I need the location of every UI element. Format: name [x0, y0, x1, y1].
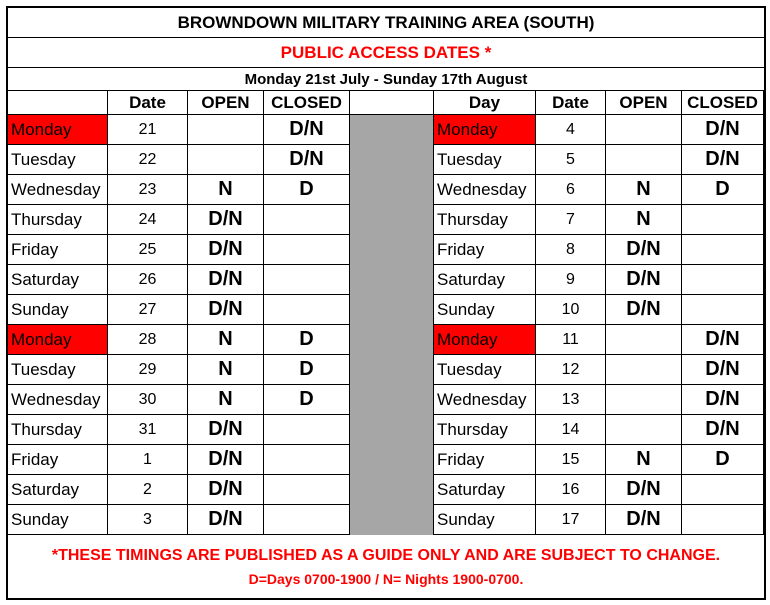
right-row-closed-cell: D/N [682, 115, 764, 145]
left-row-day-cell: Saturday [8, 475, 108, 505]
left-row-date-cell: 22 [108, 145, 188, 175]
left-row-closed-cell [264, 265, 350, 295]
right-row-closed-cell [682, 295, 764, 325]
left-row-date-cell: 31 [108, 415, 188, 445]
left-row-closed-cell [264, 445, 350, 475]
right-row-open-cell: D/N [606, 505, 682, 535]
left-row-date-cell: 30 [108, 385, 188, 415]
left-row-closed-cell [264, 475, 350, 505]
left-row-closed-cell [264, 415, 350, 445]
left-row-open-cell: D/N [188, 505, 264, 535]
left-row-closed-cell [264, 505, 350, 535]
footer-notes [8, 535, 764, 598]
left-header-day [8, 91, 108, 115]
right-row-day-cell: Monday [434, 115, 536, 145]
right-row-closed-cell [682, 235, 764, 265]
left-row-day-cell: Monday [8, 325, 108, 355]
right-row-day-cell: Tuesday [434, 355, 536, 385]
right-row-day-cell: Thursday [434, 205, 536, 235]
right-row-closed-cell: D/N [682, 325, 764, 355]
left-row-open-cell: D/N [188, 415, 264, 445]
right-row-date-cell: 15 [536, 445, 606, 475]
left-row-open-cell: D/N [188, 295, 264, 325]
left-row-date-cell: 21 [108, 115, 188, 145]
left-row-closed-cell: D [264, 355, 350, 385]
right-row-day-cell: Friday [434, 445, 536, 475]
right-row-date-cell: 6 [536, 175, 606, 205]
right-row-date-cell: 16 [536, 475, 606, 505]
right-row-closed-cell: D/N [682, 385, 764, 415]
left-row-open-cell: D/N [188, 205, 264, 235]
left-row-date-cell: 24 [108, 205, 188, 235]
left-row-open-cell: D/N [188, 235, 264, 265]
left-header-open: OPEN [188, 91, 264, 115]
right-header-open: OPEN [606, 91, 682, 115]
right-row-open-cell [606, 115, 682, 145]
left-row-day-cell: Wednesday [8, 175, 108, 205]
left-header-closed: CLOSED [264, 91, 350, 115]
right-row-open-cell: D/N [606, 295, 682, 325]
legend-text: D=Days 0700-1900 / N= Nights 1900-0700. [248, 570, 524, 587]
left-row-day-cell: Thursday [8, 205, 108, 235]
left-row-open-cell: N [188, 355, 264, 385]
right-row-closed-cell: D/N [682, 355, 764, 385]
right-row-open-cell: D/N [606, 265, 682, 295]
left-row-date-cell: 3 [108, 505, 188, 535]
left-row-date-cell: 25 [108, 235, 188, 265]
right-row-closed-cell [682, 205, 764, 235]
left-row-closed-cell [264, 295, 350, 325]
left-row-open-cell: D/N [188, 265, 264, 295]
left-row-closed-cell: D [264, 385, 350, 415]
right-row-date-cell: 9 [536, 265, 606, 295]
left-row-day-cell: Monday [8, 115, 108, 145]
left-row-day-cell: Thursday [8, 415, 108, 445]
right-row-day-cell: Sunday [434, 295, 536, 325]
left-row-date-cell: 29 [108, 355, 188, 385]
left-row-open-cell [188, 115, 264, 145]
left-row-open-cell: N [188, 175, 264, 205]
right-row-day-cell: Tuesday [434, 145, 536, 175]
right-row-closed-cell [682, 505, 764, 535]
right-row-open-cell [606, 145, 682, 175]
left-row-open-cell: D/N [188, 475, 264, 505]
right-row-day-cell: Wednesday [434, 175, 536, 205]
right-row-date-cell: 12 [536, 355, 606, 385]
right-row-open-cell: N [606, 445, 682, 475]
left-row-closed-cell: D/N [264, 145, 350, 175]
left-row-day-cell: Sunday [8, 295, 108, 325]
right-row-open-cell [606, 355, 682, 385]
right-row-closed-cell: D [682, 445, 764, 475]
right-row-day-cell: Sunday [434, 505, 536, 535]
right-row-date-cell: 13 [536, 385, 606, 415]
left-row-date-cell: 26 [108, 265, 188, 295]
date-range: Monday 21st July - Sunday 17th August [8, 68, 764, 91]
right-row-date-cell: 8 [536, 235, 606, 265]
right-row-open-cell: N [606, 205, 682, 235]
right-row-date-cell: 7 [536, 205, 606, 235]
left-row-closed-cell [264, 235, 350, 265]
right-row-date-cell: 11 [536, 325, 606, 355]
right-row-closed-cell: D [682, 175, 764, 205]
left-row-closed-cell: D [264, 325, 350, 355]
left-row-date-cell: 2 [108, 475, 188, 505]
page-title: BROWNDOWN MILITARY TRAINING AREA (SOUTH) [8, 8, 764, 38]
left-row-day-cell: Friday [8, 235, 108, 265]
disclaimer-text: *THESE TIMINGS ARE PUBLISHED AS A GUIDE ONLY AND ARE SUBJECT TO CHANGE. [51, 546, 721, 564]
right-row-open-cell [606, 415, 682, 445]
right-header-closed: CLOSED [682, 91, 764, 115]
right-row-open-cell: D/N [606, 475, 682, 505]
right-row-day-cell: Thursday [434, 415, 536, 445]
right-row-day-cell: Friday [434, 235, 536, 265]
right-row-day-cell: Wednesday [434, 385, 536, 415]
right-row-date-cell: 14 [536, 415, 606, 445]
right-row-open-cell: N [606, 175, 682, 205]
left-row-date-cell: 28 [108, 325, 188, 355]
right-header-day: Day [434, 91, 536, 115]
left-row-day-cell: Saturday [8, 265, 108, 295]
right-row-date-cell: 17 [536, 505, 606, 535]
right-row-date-cell: 10 [536, 295, 606, 325]
access-dates-table [8, 91, 764, 535]
left-row-date-cell: 27 [108, 295, 188, 325]
left-row-date-cell: 1 [108, 445, 188, 475]
left-row-day-cell: Wednesday [8, 385, 108, 415]
right-row-date-cell: 4 [536, 115, 606, 145]
right-row-closed-cell [682, 475, 764, 505]
left-row-closed-cell: D [264, 175, 350, 205]
right-row-closed-cell [682, 265, 764, 295]
schedule-sheet [6, 6, 766, 600]
left-row-day-cell: Friday [8, 445, 108, 475]
right-header-date: Date [536, 91, 606, 115]
left-row-open-cell: D/N [188, 445, 264, 475]
left-row-day-cell: Sunday [8, 505, 108, 535]
left-header-date: Date [108, 91, 188, 115]
left-row-day-cell: Tuesday [8, 355, 108, 385]
right-row-day-cell: Saturday [434, 265, 536, 295]
right-row-closed-cell: D/N [682, 415, 764, 445]
right-row-date-cell: 5 [536, 145, 606, 175]
right-row-open-cell [606, 385, 682, 415]
right-row-day-cell: Saturday [434, 475, 536, 505]
right-row-day-cell: Monday [434, 325, 536, 355]
left-row-date-cell: 23 [108, 175, 188, 205]
left-row-open-cell: N [188, 385, 264, 415]
left-row-closed-cell: D/N [264, 115, 350, 145]
right-row-open-cell: D/N [606, 235, 682, 265]
left-row-open-cell: N [188, 325, 264, 355]
column-divider [350, 115, 434, 535]
divider-header-cell [350, 91, 434, 115]
right-row-closed-cell: D/N [682, 145, 764, 175]
right-row-open-cell [606, 325, 682, 355]
left-row-day-cell: Tuesday [8, 145, 108, 175]
left-row-closed-cell [264, 205, 350, 235]
left-row-open-cell [188, 145, 264, 175]
page-subtitle: PUBLIC ACCESS DATES * [8, 38, 764, 68]
